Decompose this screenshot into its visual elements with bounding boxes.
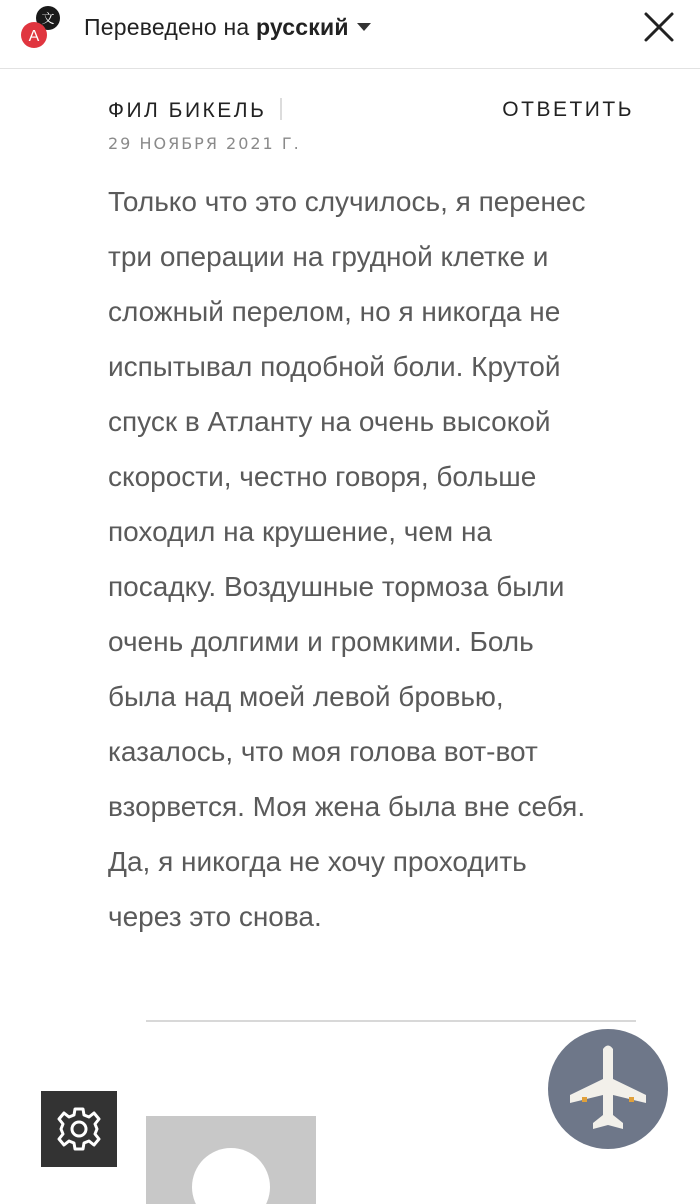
- comment-line: посадку. Воздушные тормоза были: [108, 571, 565, 602]
- settings-button[interactable]: [41, 1091, 117, 1167]
- avatar-placeholder-icon: [192, 1148, 270, 1204]
- comment-body: [108, 174, 638, 944]
- comment-line: три операции на грудной клетке и: [108, 241, 549, 272]
- comment-line: спуск в Атланту на очень высокой: [108, 406, 551, 437]
- comment-line: взорвется. Моя жена была вне себя.: [108, 791, 586, 822]
- avatar: [146, 1116, 316, 1204]
- comment-line: скорости, честно говоря, больше: [108, 461, 537, 492]
- section-divider: [146, 1020, 636, 1022]
- reply-button[interactable]: ОТВЕТИТЬ: [502, 98, 634, 121]
- translate-icon[interactable]: [20, 6, 64, 50]
- divider: [280, 98, 282, 120]
- comment-line: была над моей левой бровью,: [108, 681, 504, 712]
- comment-line: сложный перелом, но я никогда не: [108, 296, 561, 327]
- comment-line: испытывал подобной боли. Крутой: [108, 351, 561, 382]
- comment-line: казалось, что моя голова вот-вот: [108, 736, 538, 767]
- comment-line: Да, я никогда не хочу проходить: [108, 846, 527, 877]
- close-icon[interactable]: [642, 10, 676, 44]
- gear-icon: [41, 1091, 117, 1167]
- airplane-icon: [548, 1029, 668, 1149]
- caret-down-icon: [357, 23, 371, 31]
- translate-bar: [0, 0, 700, 69]
- translate-language: русский: [255, 14, 349, 40]
- comment-date: 29 НОЯБРЯ 2021 Г.: [108, 134, 301, 153]
- airplane-button[interactable]: [548, 1029, 668, 1149]
- comment-line: Только что это случилось, я перенес: [108, 186, 586, 217]
- comment-author: [108, 98, 282, 123]
- translate-prefix: Переведено на: [84, 14, 250, 40]
- author-name: ФИЛ БИКЕЛЬ: [108, 99, 267, 122]
- comment-line: походил на крушение, чем на: [108, 516, 492, 547]
- svg-text:文: 文: [41, 12, 55, 27]
- translate-language-selector[interactable]: [84, 14, 371, 41]
- svg-text:A: A: [28, 28, 40, 45]
- comment-line: очень долгими и громкими. Боль: [108, 626, 534, 657]
- comment-line: через это снова.: [108, 901, 322, 932]
